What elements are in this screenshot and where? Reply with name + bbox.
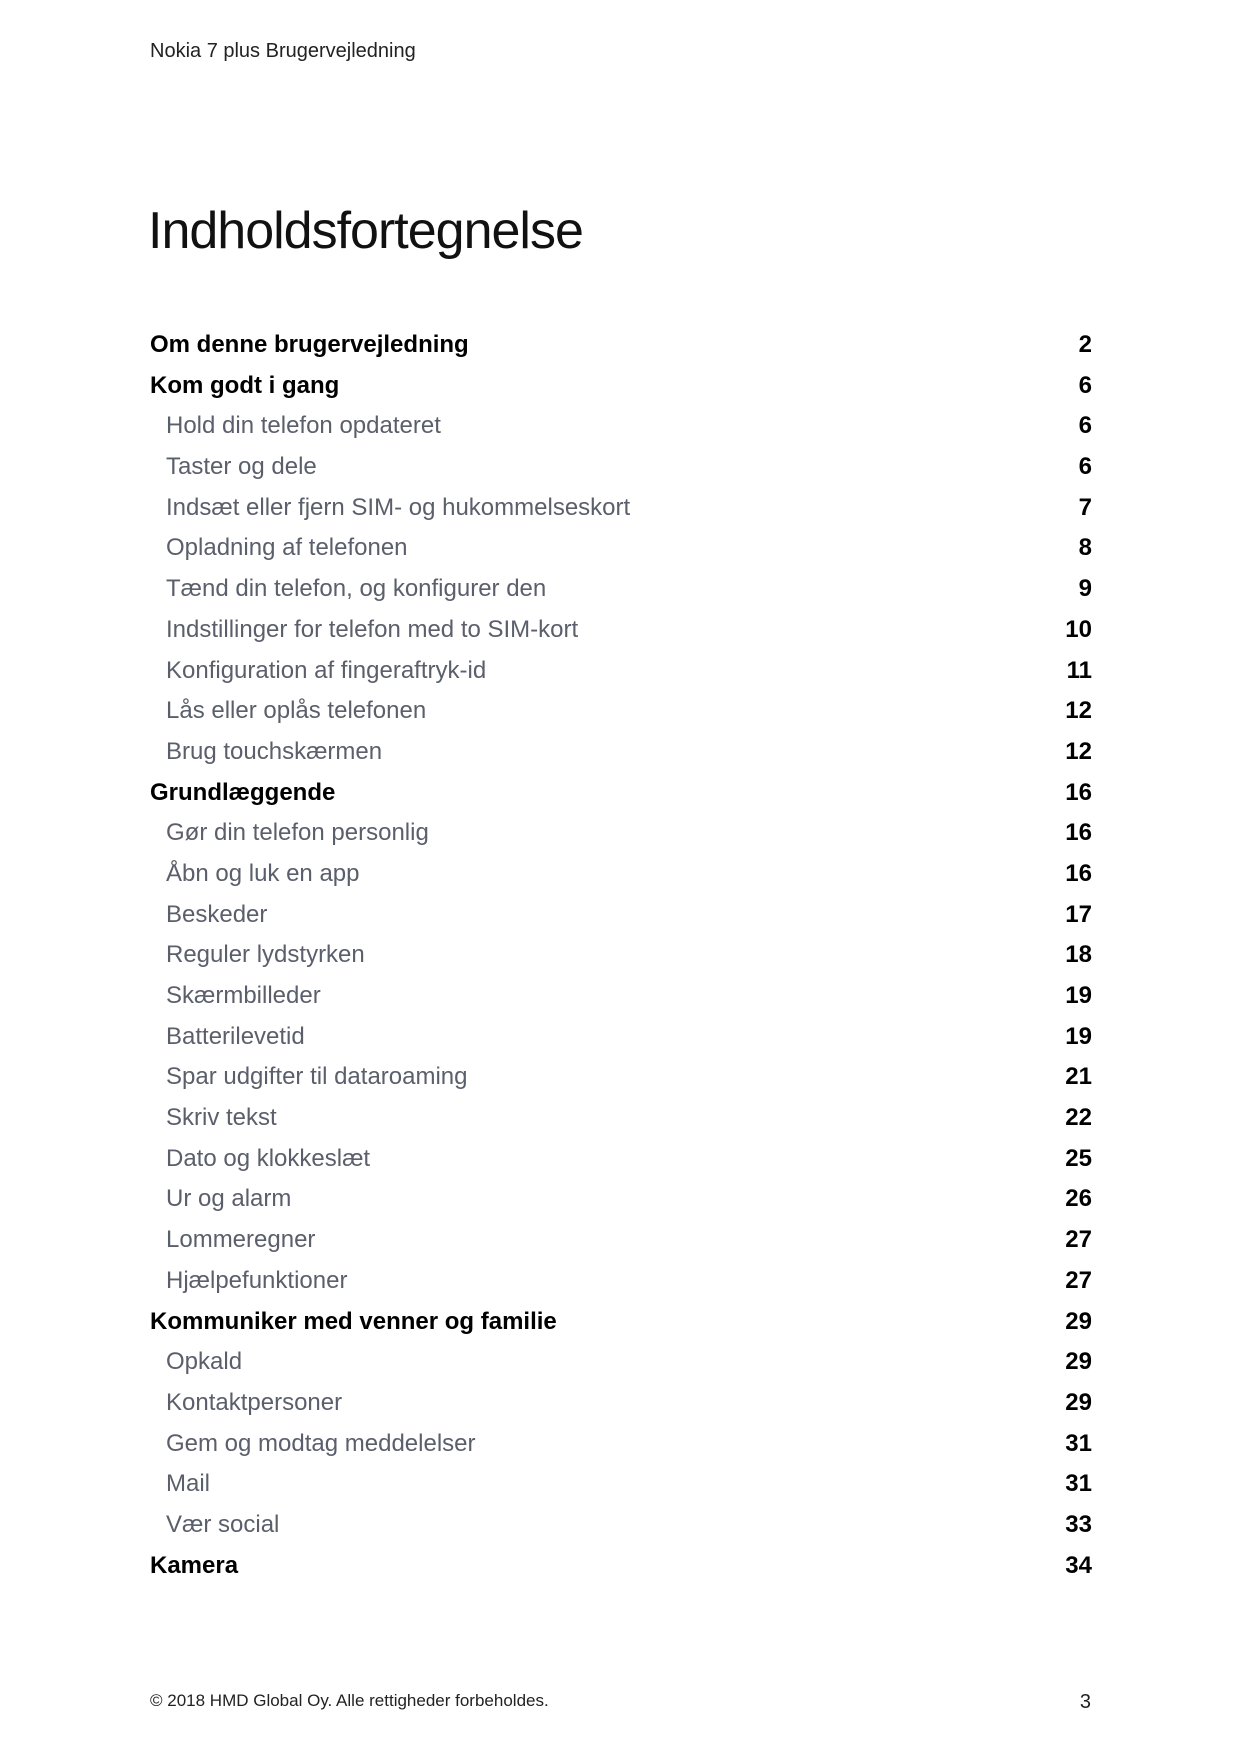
running-header: Nokia 7 plus Brugervejledning <box>150 40 416 62</box>
toc-subsection-entry[interactable] <box>150 813 1092 854</box>
toc-subsection-entry[interactable] <box>150 1424 1092 1465</box>
toc-subsection-entry[interactable] <box>150 1505 1092 1546</box>
toc-section-entry[interactable] <box>150 366 1092 407</box>
toc-subsection-entry[interactable] <box>150 1342 1092 1383</box>
toc-entry-page-number: 29 <box>1065 1307 1092 1335</box>
toc-subsection-entry[interactable] <box>150 732 1092 773</box>
toc-entry-label: Reguler lydstyrken <box>166 941 365 969</box>
toc-entry-label: Kom godt i gang <box>150 371 340 399</box>
toc-entry-page-number: 11 <box>1066 656 1092 684</box>
toc-subsection-entry[interactable] <box>150 1098 1092 1139</box>
toc-entry-label: Kontaktpersoner <box>166 1388 343 1416</box>
toc-entry-page-number: 16 <box>1065 819 1092 847</box>
toc-entry-page-number: 16 <box>1065 778 1092 806</box>
toc-entry-label: Opladning af telefonen <box>166 534 408 562</box>
toc-entry-page-number: 18 <box>1065 941 1092 969</box>
toc-entry-label: Lommeregner <box>166 1226 316 1254</box>
toc-entry-label: Åbn og luk en app <box>166 859 360 887</box>
toc-entry-page-number: 22 <box>1065 1104 1092 1132</box>
toc-entry-page-number: 19 <box>1065 1022 1092 1050</box>
toc-entry-page-number: 8 <box>1078 534 1092 562</box>
toc-subsection-entry[interactable] <box>150 1220 1092 1261</box>
toc-entry-page-number: 31 <box>1065 1429 1092 1457</box>
toc-entry-page-number: 6 <box>1078 412 1092 440</box>
toc-subsection-entry[interactable] <box>150 488 1092 529</box>
toc-entry-label: Gør din telefon personlig <box>166 819 429 847</box>
footer-copyright: © 2018 HMD Global Oy. Alle rettigheder forbeholdes. <box>150 1691 549 1710</box>
toc-entry-page-number: 6 <box>1078 453 1092 481</box>
toc-entry-label: Skærmbilleder <box>166 982 321 1009</box>
toc-subsection-entry[interactable] <box>150 1383 1092 1424</box>
toc-entry-page-number: 34 <box>1065 1551 1092 1579</box>
toc-entry-label: Hold din telefon opdateret <box>166 412 441 440</box>
toc-entry-page-number: 17 <box>1065 900 1092 928</box>
toc-subsection-entry[interactable] <box>150 1139 1092 1180</box>
toc-entry-label: Indsæt eller fjern SIM- og hukommelseskort <box>166 493 631 521</box>
toc-entry-label: Ur og alarm <box>166 1185 292 1213</box>
toc-entry-page-number: 7 <box>1078 493 1092 521</box>
toc-entry-label: Dato og klokkeslæt <box>166 1144 371 1172</box>
page-number: 3 <box>1079 1691 1091 1713</box>
toc-subsection-entry[interactable] <box>150 935 1092 976</box>
toc-entry-page-number: 26 <box>1065 1185 1092 1213</box>
toc-subsection-entry[interactable] <box>150 528 1092 569</box>
toc-entry-label: Spar udgifter til dataroaming <box>166 1063 468 1091</box>
toc-entry-label: Indstillinger for telefon med to SIM-kort <box>166 615 579 643</box>
toc-entry-label: Batterilevetid <box>166 1022 305 1050</box>
toc-entry-page-number: 29 <box>1065 1388 1092 1416</box>
toc-entry-label: Tænd din telefon, og konfigurer den <box>166 575 547 603</box>
toc-subsection-entry[interactable] <box>150 569 1092 610</box>
toc-subsection-entry[interactable] <box>150 691 1092 732</box>
toc-section-entry[interactable] <box>150 1302 1092 1343</box>
toc-entry-page-number: 33 <box>1065 1510 1092 1538</box>
toc-entry-label: Taster og dele <box>166 453 317 481</box>
toc-entry-label: Mail <box>166 1470 211 1498</box>
toc-subsection-entry[interactable] <box>150 447 1092 488</box>
toc-entry-label: Brug touchskærmen <box>166 737 383 765</box>
toc-entry-page-number: 10 <box>1065 615 1092 643</box>
toc-entry-label: Hjælpefunktioner <box>166 1266 348 1294</box>
toc-section-entry[interactable] <box>150 1546 1092 1587</box>
toc-entry-page-number: 29 <box>1065 1348 1092 1376</box>
toc-entry-page-number: 12 <box>1065 697 1092 725</box>
toc-entry-label: Om denne brugervejledning <box>150 331 469 358</box>
toc-entry-page-number: 21 <box>1065 1063 1092 1091</box>
toc-entry-page-number: 19 <box>1065 982 1092 1009</box>
toc-entry-page-number: 12 <box>1065 737 1092 765</box>
toc-entry-label: Grundlæggende <box>150 778 336 806</box>
toc-subsection-entry[interactable] <box>150 1017 1092 1058</box>
table-of-contents <box>150 325 1092 1586</box>
toc-subsection-entry[interactable] <box>150 1464 1092 1505</box>
toc-entry-page-number: 27 <box>1065 1226 1092 1254</box>
toc-entry-label: Kamera <box>150 1551 239 1579</box>
toc-entry-page-number: 31 <box>1065 1470 1092 1498</box>
toc-entry-label: Kommuniker med venner og familie <box>150 1307 557 1335</box>
toc-entry-label: Konfiguration af fingeraftryk-id <box>166 656 487 684</box>
toc-entry-label: Skriv tekst <box>166 1104 277 1132</box>
toc-subsection-entry[interactable] <box>150 1261 1092 1302</box>
toc-subsection-entry[interactable] <box>150 610 1092 651</box>
toc-entry-page-number: 2 <box>1078 331 1092 358</box>
toc-section-entry[interactable] <box>150 325 1092 366</box>
toc-section-entry[interactable] <box>150 773 1092 814</box>
toc-subsection-entry[interactable] <box>150 1179 1092 1220</box>
toc-subsection-entry[interactable] <box>150 651 1092 692</box>
toc-entry-page-number: 25 <box>1065 1144 1092 1172</box>
toc-entry-label: Lås eller oplås telefonen <box>166 697 427 725</box>
toc-subsection-entry[interactable] <box>150 976 1092 1017</box>
toc-entry-page-number: 9 <box>1078 575 1092 603</box>
page-title: Indholdsfortegnelse <box>148 202 583 260</box>
toc-subsection-entry[interactable] <box>150 1057 1092 1098</box>
toc-entry-label: Gem og modtag meddelelser <box>166 1429 476 1457</box>
toc-entry-page-number: 16 <box>1065 859 1092 887</box>
toc-entry-page-number: 6 <box>1078 371 1092 399</box>
toc-entry-label: Opkald <box>166 1348 243 1376</box>
toc-entry-page-number: 27 <box>1065 1266 1092 1294</box>
toc-subsection-entry[interactable] <box>150 406 1092 447</box>
toc-subsection-entry[interactable] <box>150 895 1092 936</box>
toc-entry-label: Beskeder <box>166 900 268 928</box>
toc-subsection-entry[interactable] <box>150 854 1092 895</box>
toc-entry-label: Vær social <box>166 1510 280 1538</box>
